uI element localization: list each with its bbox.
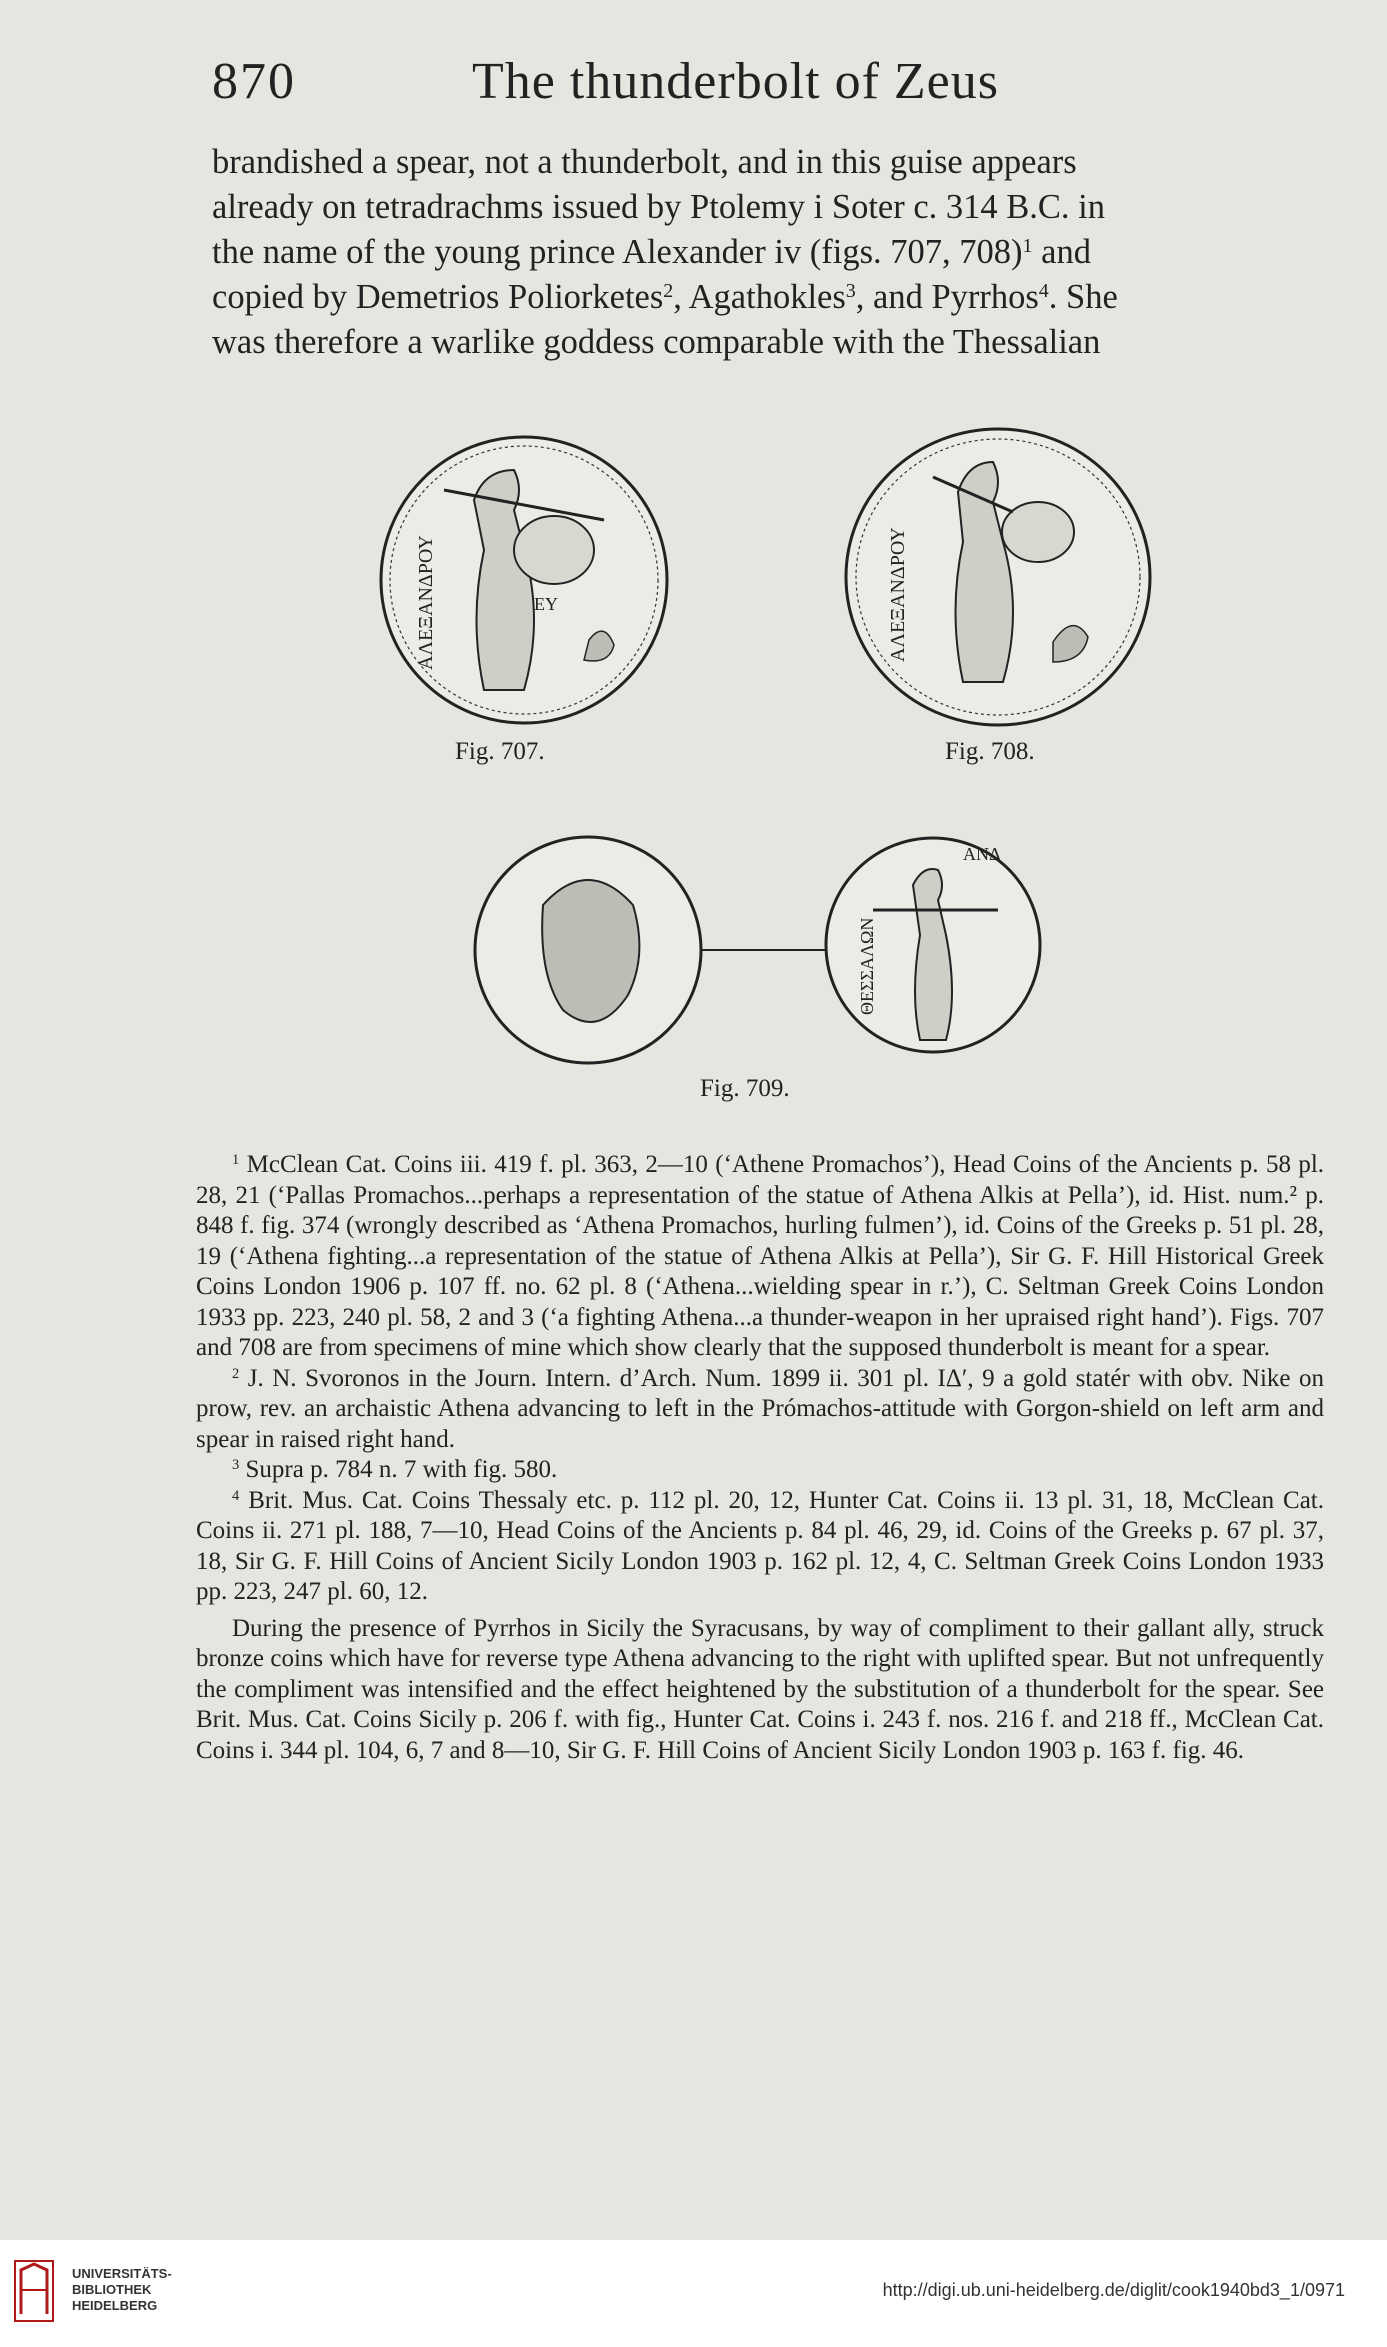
body-line: was therefore a warlike goddess comparable with the Thessalian [212,323,1101,361]
footnote-ref: 2 [663,280,674,302]
coin-fig-707 [374,430,674,730]
body-line: already on tetradrachms issued by Ptolemy i Soter c. 314 B.C. in [212,188,1106,226]
footnote-2: $^2$ J. N. Svoronos in the Journ. Intern. d’Arch. Num. 1899 ii. 301 pl. IΔ′, 9 a gold statér with obv. Nike on prow, rev. an archaistic Athena advancing to left in the Prómachos-attitude with Gorgon-shield on left arm and spear in raised right hand. [196,1364,1325,1453]
footnote-3: $^3$ Supra p. 784 n. 7 with fig. 580. [232,1456,558,1483]
svg-text:ΑΛΕΞΑΝΔΡΟΥ: ΑΛΕΞΑΝΔΡΟΥ [887,527,909,662]
caption-fig-709: Fig. 709. [700,1075,790,1102]
page-number: 870 [212,53,296,110]
footnote-1: $^1$ McClean Cat. Coins iii. 419 f. pl. 363, 2—10 (‘Athene Promachos’), Head Coins of the Ancients p. 58 pl. 28, 21 (‘Pallas Promachos...perhaps a representation of the statue of Athena Alkis at Pella’), id. Hist. num.² p. 848 f. fig. 374 (wrongly described as ‘Athena Promachos, hurling fulmen’), id. Coins of the Greeks p. 51 pl. 28, 19 (‘Athena fighting...a representation of the statue of Athena Alkis at Pella’), Sir G. F. Hill Historical Greek Coins London 1906 p. 107 ff. no. 62 pl. 8 (‘Athena...wielding spear in r.’), C. Seltman Greek Coins London 1933 pp. 223, 240 pl. 58, 2 and 3 (‘a fighting Athena...a thunder-weapon in her upraised right hand’). Figs. 707 and 708 are from specimens of mine which show clearly that the supposed thunderbolt is meant for a spear. [196,1151,1325,1361]
coin-fig-709 [468,825,1068,1075]
footnote-marker: 2 [232,1365,240,1382]
library-footer [0,2240,1387,2347]
footnote-ref: 4 [1038,280,1049,302]
footnote-marker: 3 [232,1457,240,1474]
page-header [212,52,1332,122]
footnote-ref: 1 [1022,235,1033,257]
caption-fig-708: Fig. 708. [945,738,1035,765]
body-line: the name of the young prince Alexander iv (figs. 707, 708)$^1$ and [212,233,1091,271]
svg-text:ΑΛΕΞΑΝΔΡΟΥ: ΑΛΕΞΑΝΔΡΟΥ [415,535,437,670]
body-paragraph [212,140,1322,365]
monogram: ΕΥ [534,594,558,614]
footnote-4-paragraph: During the presence of Pyrrhos in Sicily the Syracusans, by way of compliment to their gallant ally, struck bronze coins which have for reverse type Athena advancing to the right with uplifted spear. But not unfrequently the compliment was intensified and the effect heightened by the substitution of a thunderbolt for the spear. See Brit. Mus. Cat. Coins Sicily p. 206 f. with fig., Hunter Cat. Coins i. 243 f. nos. 216 f. and 218 ff., McClean Cat. Coins i. 344 pl. 104, 6, 7 and 8—10, Sir G. F. Hill Coins of Ancient Sicily London 1903 p. 163 f. fig. 46. [196,1614,1325,1764]
library-name: UNIVERSITÄTS- BIBLIOTHEK HEIDELBERG [72,2266,172,2313]
footnote-marker: 1 [232,1152,240,1169]
body-line: copied by Demetrios Poliorketes$^2$, Agathokles$^3$, and Pyrrhos$^4$. She [212,278,1118,316]
legend-top: ΑΝΔ [963,844,1001,864]
footnote-marker: 4 [232,1487,240,1504]
footnotes [196,1150,1324,1766]
coin-fig-708 [838,422,1158,732]
source-url[interactable]: http://digi.ub.uni-heidelberg.de/diglit/cook1940bd3_1/0971 [882,2280,1345,2300]
running-title: The thunderbolt of Zeus [472,53,999,110]
footnote-4: $^4$ Brit. Mus. Cat. Coins Thessaly etc. p. 112 pl. 20, 12, Hunter Cat. Coins ii. 13 pl. 31, 18, McClean Cat. Coins ii. 271 pl. 188, 7—10, Head Coins of the Ancients p. 84 pl. 46, 29, id. Coins of the Greeks p. 67 pl. 37, 18, Sir G. F. Hill Coins of Ancient Sicily London 1903 p. 162 pl. 12, 4, C. Seltman Greek Coins London 1933 pp. 223, 247 pl. 60, 12. [196,1486,1325,1605]
caption-fig-707: Fig. 707. [455,738,545,765]
footnote-ref: 3 [845,280,856,302]
svg-text:ΘΕΣΣΑΛΩΝ: ΘΕΣΣΑΛΩΝ [857,917,877,1015]
library-logo-icon [14,2260,54,2322]
body-line: brandished a spear, not a thunderbolt, and in this guise appears [212,143,1077,181]
